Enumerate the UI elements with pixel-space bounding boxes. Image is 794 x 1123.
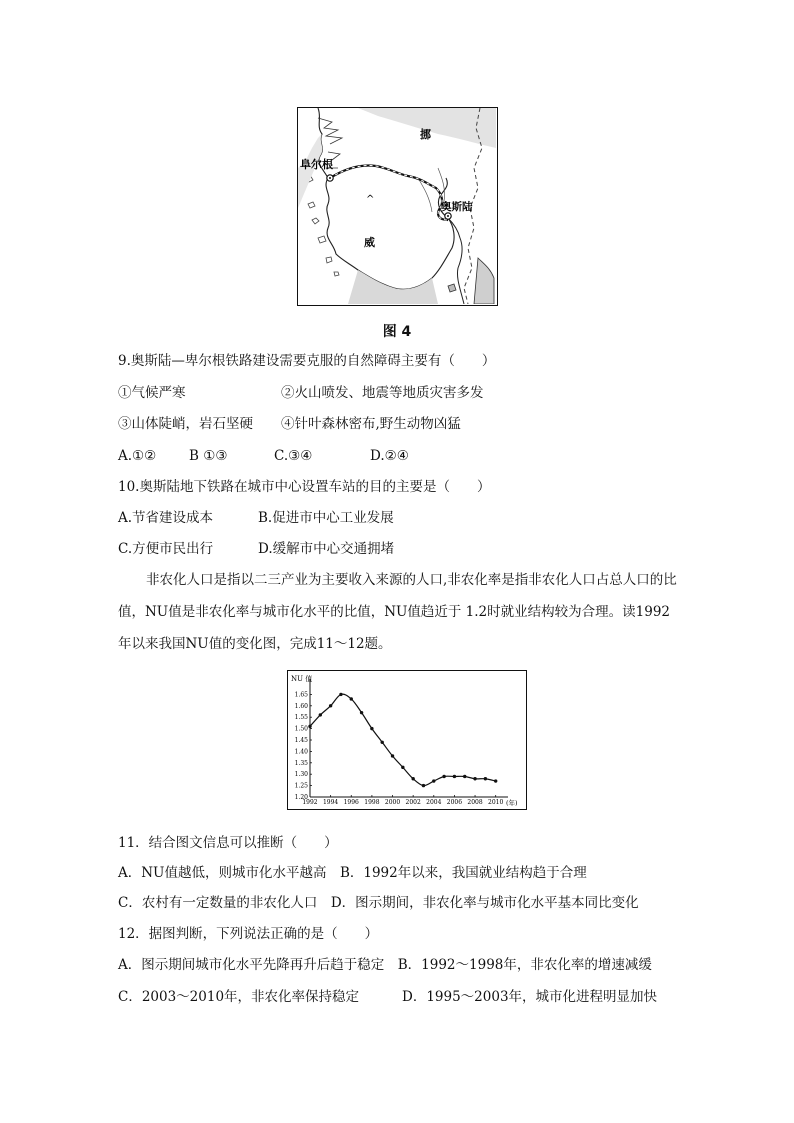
q9-option-4: ④针叶森林密布,野生动物凶猛: [281, 416, 461, 432]
q11-options-ab: A．NU值越低，则城市化水平越高 B．1992年以来，我国就业结构趋于合理: [118, 865, 587, 881]
x-tick-label: 1992: [302, 799, 318, 806]
data-point: [339, 693, 342, 696]
data-point: [360, 711, 363, 714]
nu-series-line: [310, 694, 496, 785]
intro-text: 非农化人口是指以二三产业为主要收入来源的人口,非农化率是指非农化人口占总人口的比值，NU值是非农化率与城市化水平的比值，NU值趋近于 1.2时就业结构较为合理。读1992年以来我国NU值的变化图，完成11～12题。: [118, 572, 677, 652]
q11-stem: 11．结合图文信息可以推断（ ）: [118, 835, 338, 851]
nu-chart: [287, 670, 527, 810]
q9-choice-d: D.②④: [370, 448, 409, 464]
y-tick-label: 1.20: [294, 794, 308, 801]
label-top-region: 挪: [420, 128, 431, 141]
q12-option-c: C．2003～2010年，非农化率保持稳定: [118, 989, 360, 1005]
data-point: [494, 779, 497, 782]
data-point: [484, 777, 487, 780]
data-point: [370, 727, 373, 730]
label-city-west: 阜尔根: [300, 158, 333, 171]
q9-stem: 9.奥斯陆—卑尔根铁路建设需要克服的自然障碍主要有（ ）: [118, 353, 496, 369]
data-point: [401, 766, 404, 769]
y-tick-label: 1.50: [294, 725, 308, 733]
data-point: [432, 779, 435, 782]
y-tick-label: 1.25: [294, 782, 308, 790]
q10-option-c: C.方便市民出行: [118, 541, 214, 557]
data-point: [308, 725, 311, 728]
x-tick-label: 1994: [322, 799, 339, 806]
label-city-east: 奥斯陆: [441, 201, 473, 213]
map-drawing: [298, 108, 496, 304]
figure-4-map: [297, 107, 498, 306]
y-tick-label: 1.30: [294, 771, 308, 779]
y-tick-label: 1.35: [294, 759, 308, 767]
x-tick-label: 1996: [343, 799, 359, 806]
y-tick-label: 1.60: [294, 702, 308, 710]
data-point: [473, 777, 476, 780]
q9-option-3: ③山体陡峭，岩石坚硬: [118, 416, 253, 432]
q9-choice-b: B ①③: [189, 448, 228, 464]
q10-option-b: B.促进市中心工业发展: [258, 510, 394, 526]
y-tick-label: 1.55: [294, 714, 308, 722]
q11-options-cd: C．农村有一定数量的非农化人口 D．图示期间，非农化率与城市化水平基本同比变化: [118, 895, 639, 911]
q12-stem: 12．据图判断，下列说法正确的是（ ）: [118, 926, 379, 942]
label-country-lower: 威: [364, 236, 375, 249]
q9-choice-c: C.③④: [274, 448, 313, 464]
q10-option-d: D.缓解市中心交通拥堵: [258, 541, 395, 557]
x-tick-label: 2010: [488, 799, 504, 806]
x-tick-label: 2002: [405, 799, 421, 806]
q9-option-1: ①气候严寒: [118, 385, 186, 401]
nu-chart-svg: [288, 671, 526, 809]
q9-choice-a: A.①②: [118, 448, 157, 464]
data-point: [381, 741, 384, 744]
data-point: [453, 775, 456, 778]
y-axis-label: NU 值: [291, 675, 313, 683]
data-point: [422, 784, 425, 787]
data-point: [329, 704, 332, 707]
data-point: [463, 775, 466, 778]
x-tick-label: 2008: [467, 799, 483, 806]
data-point: [411, 777, 414, 780]
y-tick-label: 1.40: [294, 748, 308, 756]
data-point: [319, 713, 322, 716]
y-tick-label: 1.65: [294, 691, 308, 699]
q12-option-d: D．1995～2003年，城市化进程明显加快: [402, 989, 658, 1005]
x-tick-label: 1998: [364, 799, 380, 806]
q10-stem: 10.奥斯陆地下铁路在城市中心设置车站的目的主要是（ ）: [118, 479, 491, 495]
x-axis-label: (年): [506, 799, 518, 807]
x-tick-label: 2004: [426, 799, 442, 806]
y-tick-label: 1.45: [294, 737, 308, 744]
x-tick-label: 2006: [446, 799, 463, 806]
q12-options-ab: A．图示期间城市化水平先降再升后趋于稳定 B．1992～1998年，非农化率的增速减缓: [118, 957, 652, 973]
x-tick-label: 2000: [384, 799, 401, 806]
data-point: [391, 754, 394, 757]
q9-option-2: ②火山喷发、地震等地质灾害多发: [281, 385, 484, 401]
label-mountain: ^: [366, 194, 375, 205]
intro-paragraph: [118, 564, 678, 660]
data-point: [350, 697, 353, 700]
data-point: [442, 775, 445, 778]
figure-4-caption: 图 4: [382, 324, 412, 340]
q10-option-a: A.节省建设成本: [118, 510, 214, 526]
